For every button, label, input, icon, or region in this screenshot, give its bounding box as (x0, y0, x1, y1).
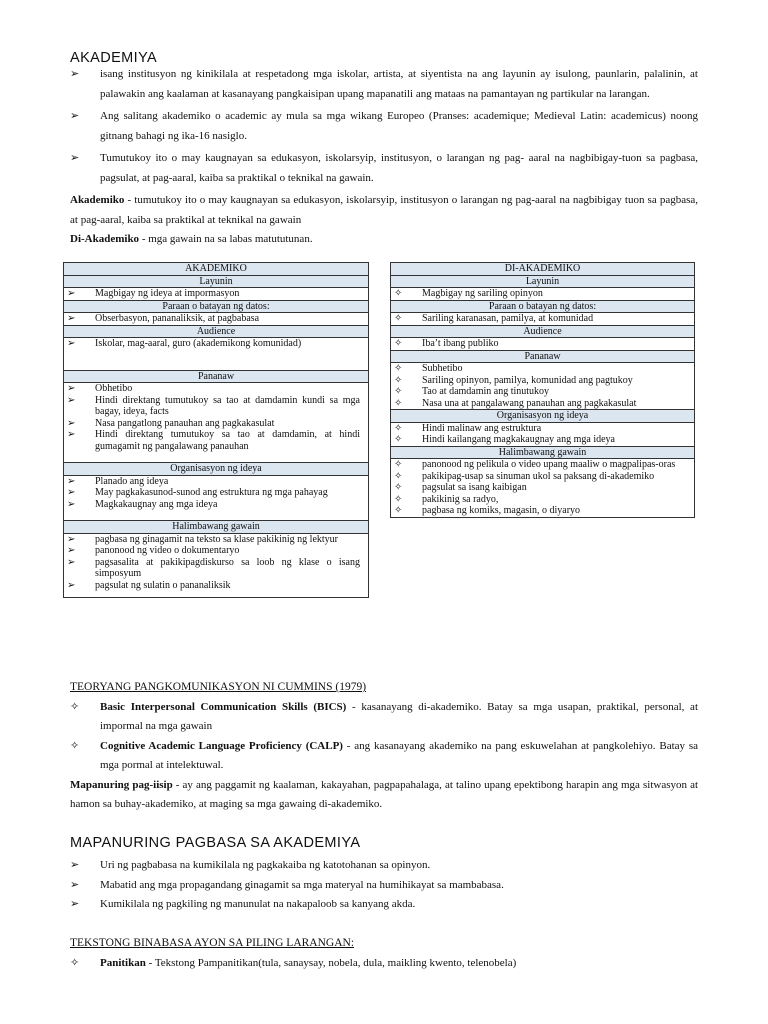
arrow-bullet-icon: ➢ (67, 487, 76, 498)
table-row: ✧ Nasa una at pangalawang panauhan ang pagkakasulat (394, 397, 637, 409)
table-title: DI-AKADEMIKO (391, 263, 695, 276)
table-row: ➢ panonood ng video o dokumentaryo (67, 545, 240, 556)
table-section-body (391, 288, 695, 301)
table-row: ➢ Obhetibo (67, 383, 133, 394)
section-title-mapanuring-pagbasa: MAPANURING PAGBASA SA AKADEMIYA (70, 835, 361, 851)
table-section-header: Paraan o batayan ng datos: (391, 300, 695, 313)
definition-akademiko: Akademiko - tumutukoy ito o may kaugnayan sa edukasyon, iskolarsyip, institusyon o larangan ng pag-aaral na nagbibigay tuon sa pagbasa, at pag-aaral, kaiba sa praktikal at teknikal na gawain (70, 194, 698, 226)
arrow-bullet-icon: ➢ (67, 429, 76, 440)
bullet-item: ✧ Panitikan - Tekstong Pampanitikan(tula, sanaysay, nobela, dula, maikling kwento, telenobela) (70, 954, 698, 974)
table-section-body (391, 338, 695, 351)
definition-mapanuring-pag-iisip: Mapanuring pag-iisip - ay ang paggamit ng kaalaman, kakayahan, pagpapahalaga, at talino upang epektibong harapin ang mga sitwasyon at hamon sa buhay-akademiko, at maging sa mga gawaing di-akademiko. (70, 778, 699, 810)
bullet-item: ➢ Kumikilala ng pagkiling ng manunulat na nakapaloob sa kanyang akda. (70, 895, 698, 915)
table-row: ➢ Magbigay ng ideya at impormasyon (67, 288, 240, 299)
table-row: ➢ Obserbasyon, pananaliksik, at pagbabasa (67, 313, 260, 324)
table-section-header: Pananaw (64, 370, 369, 383)
arrow-bullet-icon: ➢ (67, 579, 76, 591)
bullet-item: ➢ Ang salitang akademiko o academic ay mula sa mga wikang Europeo (Pranses: academique; Medieval Latin: academicus) noong gitnang bahagi ng ika-16 nasiglo. (70, 107, 698, 146)
table-section-body (391, 363, 695, 410)
section-title-akademiya: AKADEMIYA (70, 50, 158, 66)
table-section-header: Halimbawang gawain (64, 521, 369, 534)
diamond-bullet-icon: ✧ (394, 363, 403, 374)
arrow-bullet-icon: ➢ (67, 394, 76, 406)
table-row: ➢ Planado ang ideya (67, 475, 169, 487)
diamond-bullet-icon: ✧ (394, 338, 403, 349)
definition-di-akademiko: Di-Akademiko - mga gawain na sa labas matututunan. (70, 233, 313, 245)
table-row: ➢ Hindi direktang tumutukoy sa tao at damdamin kundi sa mga bagay, ideya, facts (67, 394, 360, 417)
arrow-bullet-icon: ➢ (70, 152, 80, 164)
arrow-bullet-icon: ➢ (70, 898, 80, 910)
arrow-bullet-icon: ➢ (70, 68, 80, 80)
table-row: ✧ panonood ng pelikula o video upang maaliw o magpalipas-oras (394, 459, 676, 470)
table-row: ➢ Hindi direktang tumutukoy sa tao at damdamin, at hindi gumagamit ng pangalawang panauhan (67, 429, 360, 452)
table-row: ✧ Sariling karanasan, pamilya, at komunidad (394, 313, 594, 324)
diamond-bullet-icon: ✧ (394, 397, 403, 409)
diamond-bullet-icon: ✧ (70, 739, 80, 752)
akademiko-table (63, 262, 369, 598)
table-row: ➢ pagsasalita at pakikipagdiskurso sa loob ng klase o isang simposyum (67, 556, 360, 579)
arrow-bullet-icon: ➢ (70, 878, 80, 891)
table-section-header: Organisasyon ng ideya (64, 463, 369, 476)
table-row: ✧ Iba’t ibang publiko (394, 338, 499, 349)
bullet-item: ✧ Cognitive Academic Language Proficiency (CALP) - ang kasanayang akademiko na pang eskuwelahan at pangkolehiyo. Batay sa mga pormal at intelektuwal. (70, 737, 698, 776)
table-row: ➢ pagsulat ng sulatin o pananaliksik (67, 579, 231, 591)
mapanuring-pagbasa-bullets (70, 856, 698, 915)
table-row: ✧ pakikinig sa radyo, (394, 493, 499, 505)
table-row: ➢ May pagkakasunod-sunod ang estruktura ng mga pahayag (67, 487, 328, 498)
table-row: ✧ Sariling opinyon, pamilya, komunidad ang pagtukoy (394, 374, 633, 386)
table-section-header: Pananaw (391, 350, 695, 363)
table-section-header: Halimbawang gawain (391, 446, 695, 459)
table-section-header: Layunin (391, 275, 695, 288)
bullet-item: ➢ isang institusyon ng kinikilala at respetadong mga iskolar, artista, at siyentista na ang layunin ay isulong, paunlarin, palalinin, at palawakin ang kaalaman at kasanayang pangkaisipan upang mapanatili ang mataas na pamantayan ng partikular na larangan. (70, 65, 698, 104)
diamond-bullet-icon: ✧ (394, 459, 403, 470)
diamond-bullet-icon: ✧ (394, 470, 403, 482)
diamond-bullet-icon: ✧ (394, 374, 403, 386)
bullet-item: ➢ Mabatid ang mga propagandang ginagamit sa mga materyal na humihikayat sa mambabasa. (70, 876, 698, 896)
section-title-tekstong-binabasa: TEKSTONG BINABASA AYON SA PILING LARANGAN: (70, 937, 355, 949)
cummins-section (70, 678, 698, 815)
diamond-bullet-icon: ✧ (70, 700, 80, 713)
table-row: ✧ pagsulat sa isang kaibigan (394, 482, 527, 493)
table-row: ✧ pakikipag-usap sa sinuman ukol sa paksang di-akademiko (394, 470, 655, 482)
table-section-header: Layunin (64, 275, 369, 288)
diamond-bullet-icon: ✧ (394, 313, 403, 324)
diamond-bullet-icon: ✧ (394, 288, 403, 299)
diamond-bullet-icon: ✧ (394, 493, 403, 505)
table-row: ➢ Magkakaugnay ang mga ideya (67, 498, 218, 510)
diamond-bullet-icon: ✧ (394, 505, 403, 516)
table-row: ✧ Magbigay ng sariling opinyon (394, 288, 543, 299)
table-section-header: Organisasyon ng ideya (391, 410, 695, 423)
table-section-body (64, 338, 369, 371)
table-row: ✧ Tao at damdamin ang tinutukoy (394, 386, 550, 397)
bullet-item: ✧ Basic Interpersonal Communication Skills (BICS) - kasanayang di-akademiko. Batay sa mga usapan, praktikal, personal, at impormal na mga gawain (70, 698, 698, 737)
bullet-item: ➢ Tumutukoy ito o may kaugnayan sa edukasyon, iskolarsyip, institusyon, o larangan ng pag- aaral na nagbibigay-tuon sa pagbasa, pagsulat, at pag-aaral, kaiba sa praktikal o teknikal na gawain. (70, 149, 698, 188)
table-section-header: Paraan o batayan ng datos: (64, 300, 369, 313)
arrow-bullet-icon: ➢ (67, 475, 76, 487)
di-akademiko-table (390, 262, 695, 518)
diamond-bullet-icon: ✧ (394, 482, 403, 493)
table-row: ➢ Nasa pangatlong panauhan ang pagkakasulat (67, 417, 275, 429)
diamond-bullet-icon: ✧ (394, 386, 403, 397)
arrow-bullet-icon: ➢ (70, 859, 80, 871)
table-row: ➢ pagbasa ng ginagamit na teksto sa klase pakikinig ng lektyur (67, 533, 338, 545)
arrow-bullet-icon: ➢ (67, 383, 76, 394)
table-row: ✧ Hindi malinaw ang estruktura (394, 422, 542, 434)
table-section-header: Audience (64, 325, 369, 338)
table-section-body (391, 422, 695, 446)
table-section-body (64, 383, 369, 463)
diamond-bullet-icon: ✧ (70, 956, 80, 969)
arrow-bullet-icon: ➢ (67, 556, 76, 568)
diamond-bullet-icon: ✧ (394, 422, 403, 434)
table-section-body (64, 475, 369, 521)
arrow-bullet-icon: ➢ (67, 533, 76, 545)
arrow-bullet-icon: ➢ (67, 288, 76, 299)
table-section-body (391, 459, 695, 518)
arrow-bullet-icon: ➢ (67, 313, 76, 324)
section-title-cummins: TEORYANG PANGKOMUNIKASYON NI CUMMINS (1979) (70, 681, 367, 693)
arrow-bullet-icon: ➢ (67, 338, 76, 349)
table-row: ➢ Iskolar, mag-aaral, guro (akademikong komunidad) (67, 338, 302, 349)
table-row: ✧ pagbasa ng komiks, magasin, o diyaryo (394, 505, 581, 516)
arrow-bullet-icon: ➢ (67, 545, 76, 556)
arrow-bullet-icon: ➢ (67, 498, 76, 510)
table-section-body (391, 313, 695, 326)
table-title: AKADEMIKO (64, 263, 369, 276)
table-section-body (64, 288, 369, 301)
tekstong-binabasa-section (70, 934, 698, 973)
spacer (64, 350, 368, 362)
table-row: ✧ Hindi kailangang magkakaugnay ang mga ideya (394, 434, 615, 445)
arrow-bullet-icon: ➢ (70, 110, 80, 122)
bullet-item: ➢ Uri ng pagbabasa na kumikilala ng pagkakaiba ng katotohanan sa opinyon. (70, 856, 698, 876)
arrow-bullet-icon: ➢ (67, 417, 76, 429)
table-section-body (64, 313, 369, 326)
akademiya-bullets (70, 65, 698, 250)
table-section-body (64, 533, 369, 598)
diamond-bullet-icon: ✧ (394, 434, 403, 445)
table-row: ✧ Subhetibo (394, 363, 463, 374)
table-section-header: Audience (391, 325, 695, 338)
